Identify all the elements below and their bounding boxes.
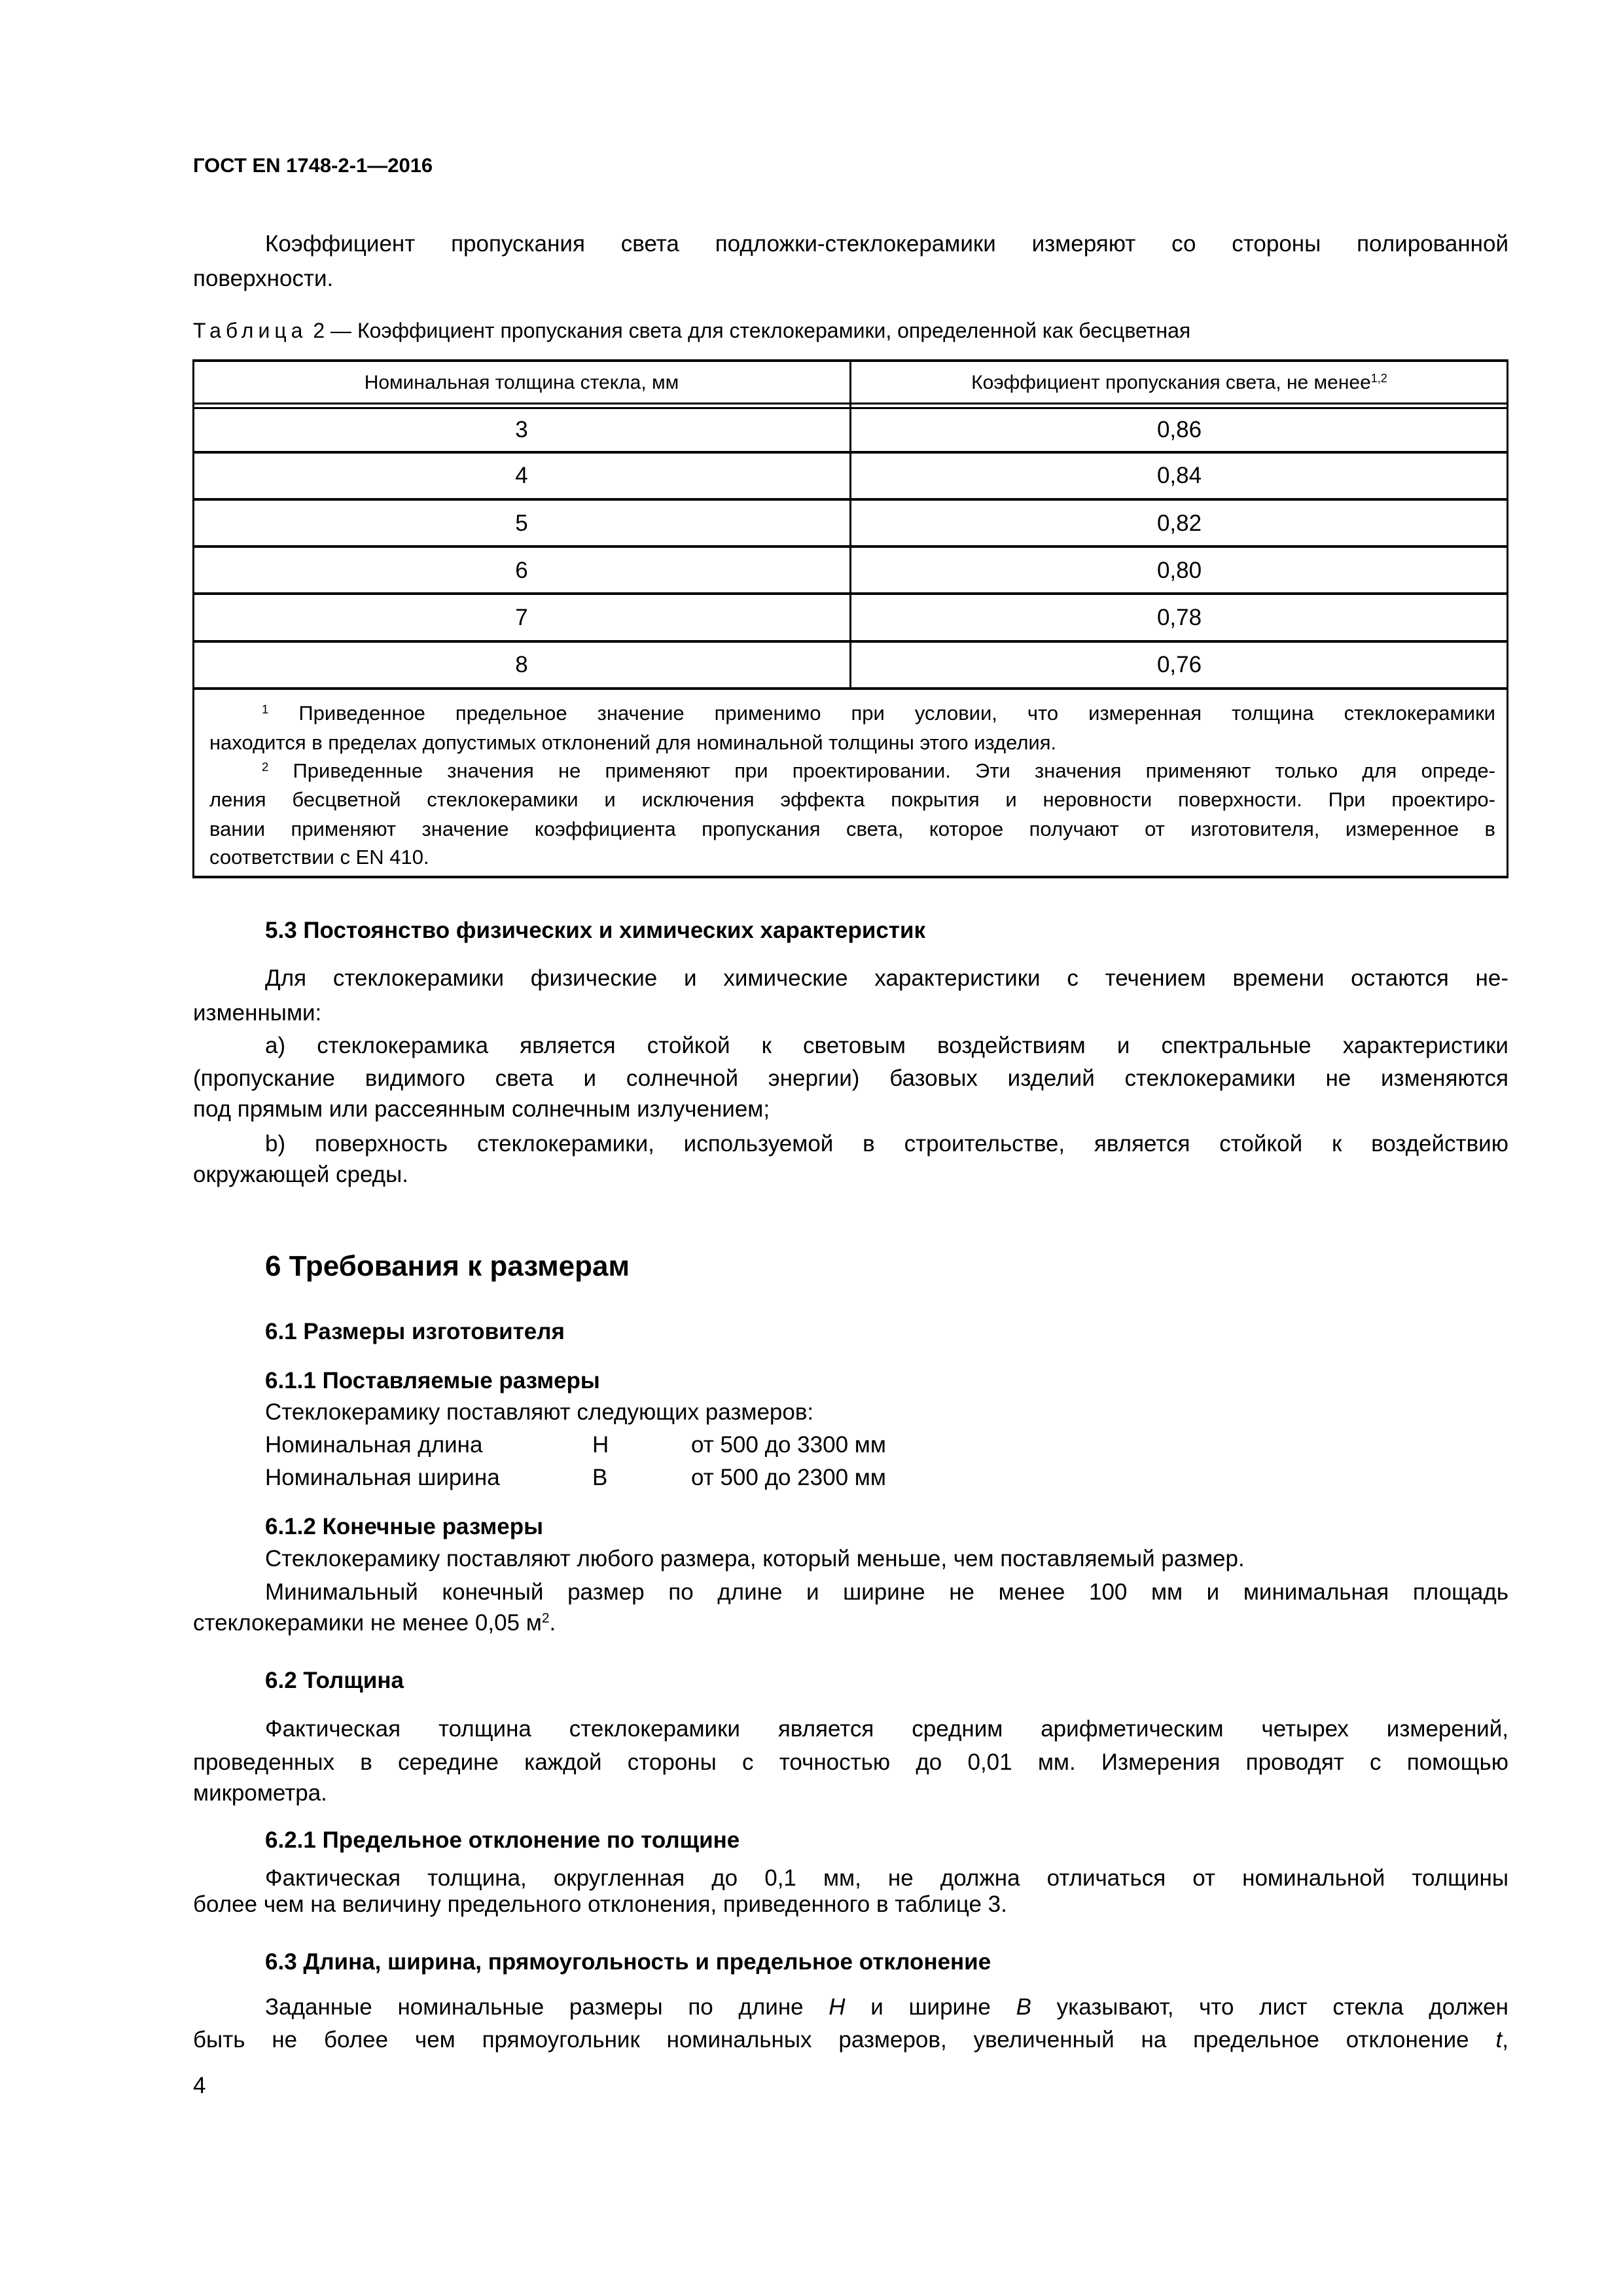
para-line: проведенных в середине каждой стороны с точностью до 0,01 мм. Измерения проводят с помощью — [193, 1749, 1508, 1775]
size-name: Номинальная ширина — [265, 1465, 500, 1490]
heading-5-3: 5.3 Постоянство физических и химических характеристик — [265, 918, 925, 943]
intro-line-2: поверхности. — [193, 266, 334, 291]
heading-6-3: 6.3 Длина, ширина, прямоугольность и предельное отклонение — [265, 1949, 991, 1975]
footnote-ref: 1,2 — [1370, 372, 1387, 386]
para-line: быть не более чем прямоугольник номинальных размеров, увеличенный на предельное отклонение t, — [193, 2027, 1508, 2053]
list-item-b-line-1: b) поверхность стеклокерамики, используемой в строительстве, является стойкой к воздействию — [265, 1131, 1508, 1157]
cell-coefficient: 0,76 — [1156, 652, 1202, 677]
para-line: микрометра. — [193, 1780, 327, 1806]
list-item-a-line-1: a) стеклокерамика является стойкой к световым воздействиям и спектральные характеристики — [265, 1033, 1508, 1058]
cell-thickness: 7 — [515, 605, 528, 630]
heading-6-2: 6.2 Толщина — [265, 1668, 404, 1693]
cell-coefficient: 0,82 — [1156, 511, 1202, 536]
para-line: Минимальный конечный размер по длине и ширине не менее 100 мм и минимальная площадь — [265, 1579, 1508, 1605]
page-number: 4 — [193, 2073, 206, 2098]
footnote-1-line-2: находится в пределах допустимых отклонений для номинальной толщины этого изделия. — [209, 731, 1057, 754]
symbol-H: H — [829, 1994, 846, 2020]
footnote-1-marker: 1 — [262, 702, 269, 716]
para-line: Стеклокерамику поставляют любого размера, который меньше, чем поставляемый размер. — [265, 1546, 1245, 1571]
size-name: Номинальная длина — [265, 1432, 483, 1458]
cell-thickness: 3 — [515, 417, 528, 442]
para-line: Заданные номинальные размеры по длине H и ширине B указывают, что лист стекла должен — [265, 1994, 1508, 2020]
footnote-2-line-3: вании применяют значение коэффициента пропускания света, которое получают от изготовителя, измеренное в — [209, 817, 1495, 840]
column-header-thickness: Номинальная толщина стекла, мм — [364, 372, 679, 393]
table-caption-label: Таблица — [193, 319, 308, 342]
cell-thickness: 5 — [515, 511, 528, 536]
para-line: Фактическая толщина стеклокерамики является средним арифметическим четырех измерений, — [265, 1716, 1508, 1742]
heading-6: 6 Требования к размерам — [265, 1250, 630, 1282]
para-line: стеклокерамики не менее 0,05 $м^2$. — [193, 1610, 556, 1636]
table-caption-number: 2 — [313, 319, 325, 342]
table-border-bottom — [192, 876, 1508, 878]
footnote-2-line-2: ления бесцветной стеклокерамики и исключения эффекта покрытия и неровности поверхности. При проектиро- — [209, 788, 1495, 811]
cell-thickness: 4 — [515, 463, 528, 488]
cell-coefficient: 0,80 — [1156, 558, 1202, 583]
document-code: ГОСТ EN 1748-2-1—2016 — [193, 154, 433, 177]
heading-6-1: 6.1 Размеры изготовителя — [265, 1319, 565, 1344]
cell-thickness: 6 — [515, 558, 528, 583]
cell-thickness: 8 — [515, 652, 528, 677]
table-caption — [193, 314, 1508, 347]
footnote-1-line-1: $^1$ Приведенное предельное значение применимо при условии, что измеренная толщина стеклокерамики — [262, 702, 1495, 725]
intro-line-1: Коэффициент пропускания света подложки-стеклокерамики измеряют со стороны полированной — [265, 231, 1508, 257]
sizes-intro: Стеклокерамику поставляют следующих размеров: — [265, 1399, 814, 1425]
para-line: изменными: — [193, 1000, 322, 1026]
footnote-2-line-4: соответствии с EN 410. — [209, 846, 429, 869]
para-line: более чем на величину предельного отклонения, приведенного в таблице 3. — [193, 1892, 1007, 1917]
para-line: Для стеклокерамики физические и химические характеристики с течением времени остаются не- — [265, 965, 1508, 991]
squared-sup: 2 — [541, 1611, 550, 1626]
size-symbol: B — [592, 1465, 608, 1490]
heading-6-1-1: 6.1.1 Поставляемые размеры — [265, 1368, 600, 1393]
cell-coefficient: 0,84 — [1156, 463, 1202, 488]
symbol-t: t — [1495, 2027, 1503, 2053]
table-caption-text: — Коэффициент пропускания света для стеклокерамики, определенной как бесцветная — [330, 319, 1191, 342]
column-header-coefficient-label: Коэффициент пропускания света, не менее — [971, 372, 1371, 393]
symbol-B: B — [1016, 1994, 1031, 2020]
size-range: от 500 до 2300 мм — [691, 1465, 886, 1490]
cell-coefficient: 0,78 — [1156, 605, 1202, 630]
cell-coefficient: 0,86 — [1156, 417, 1202, 442]
column-header-coefficient — [851, 367, 1508, 399]
footnote-2-marker: 2 — [262, 759, 269, 774]
size-symbol: H — [592, 1432, 609, 1458]
heading-6-2-1: 6.2.1 Предельное отклонение по толщине — [265, 1827, 740, 1853]
list-item-b-line-2: окружающей среды. — [193, 1162, 408, 1187]
heading-6-1-2: 6.1.2 Конечные размеры — [265, 1514, 544, 1539]
footnote-2-line-1: $^2$ Приведенные значения не применяют при проектировании. Эти значения применяют только для опреде- — [262, 759, 1495, 782]
para-line: Фактическая толщина, округленная до 0,1 мм, не должна отличаться от номинальной толщины — [265, 1865, 1508, 1891]
list-item-a-line-2: (пропускание видимого света и солнечной энергии) базовых изделий стеклокерамики не изменяются — [193, 1066, 1508, 1091]
size-range: от 500 до 3300 мм — [691, 1432, 886, 1458]
list-item-a-line-3: под прямым или рассеянным солнечным излучением; — [193, 1096, 770, 1122]
